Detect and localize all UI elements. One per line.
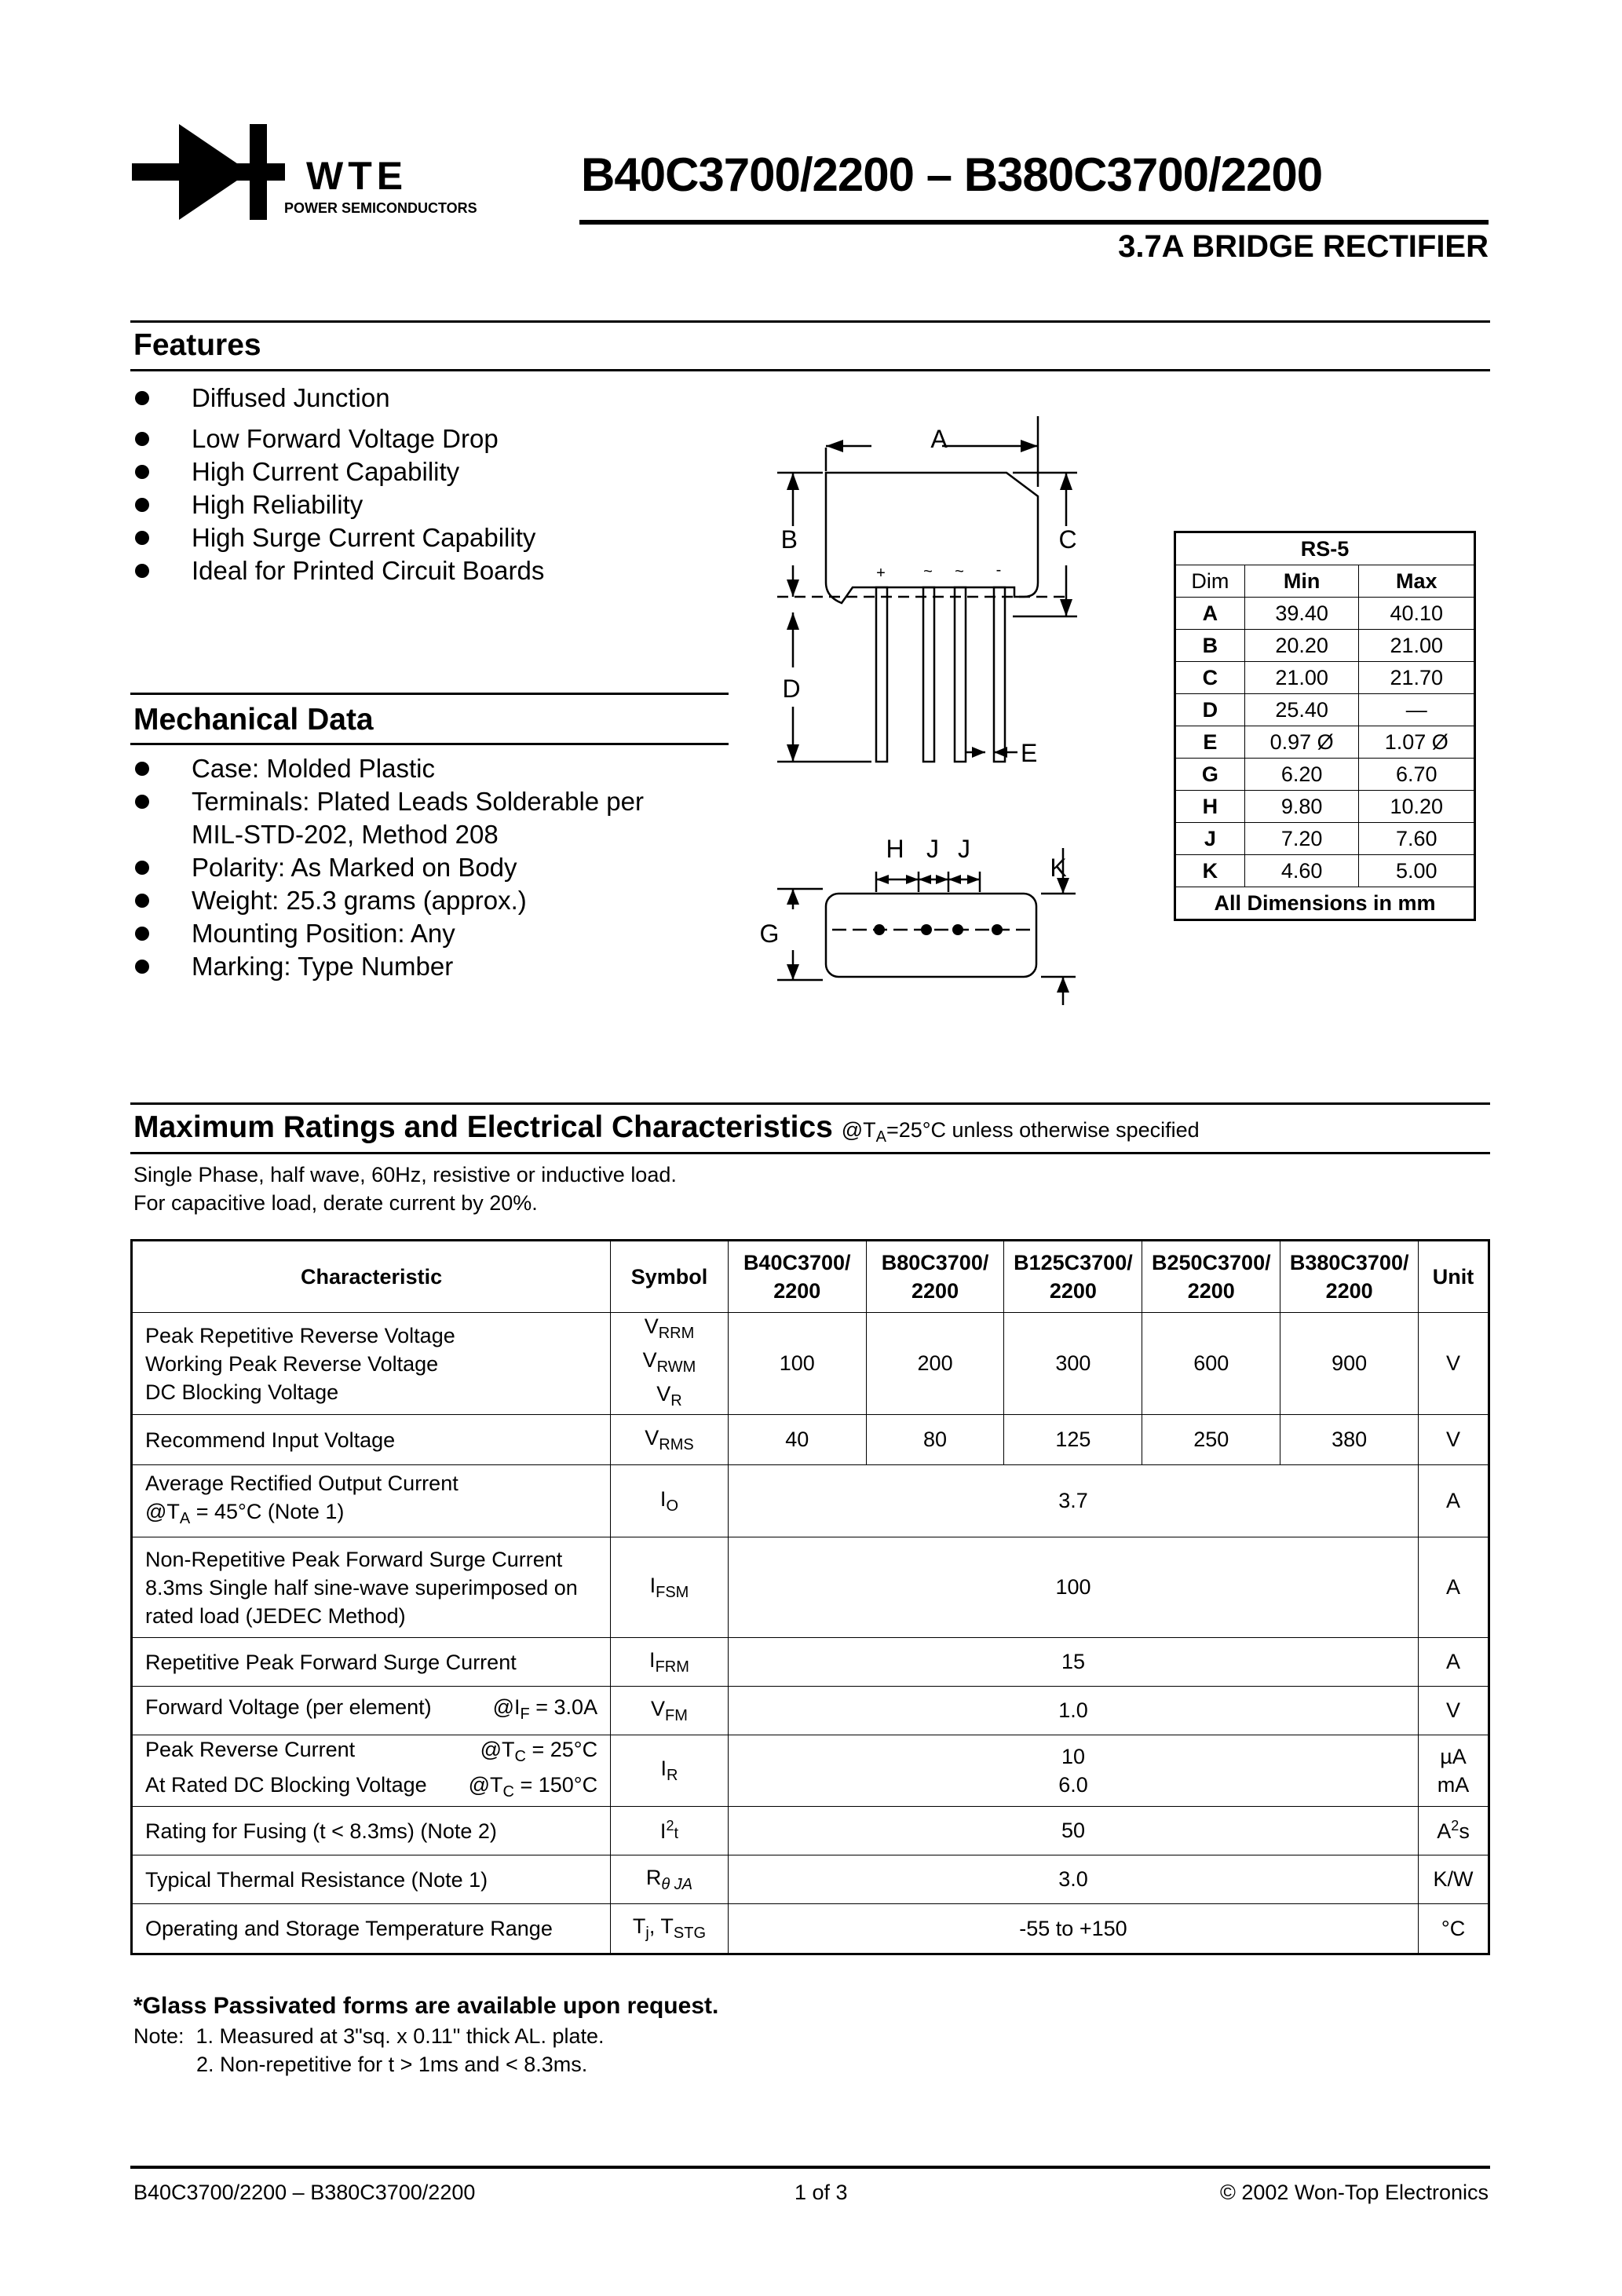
list-item: MIL-STD-202, Method 208 <box>192 820 499 849</box>
table-row: Rating for Fusing (t < 8.3ms) (Note 2) $I^2t$ 50 $A^2s$ <box>132 1807 1489 1855</box>
ratings-heading <box>133 1110 1200 1146</box>
features-list <box>133 382 683 587</box>
pin-label-plus: + <box>876 565 886 582</box>
features-rule-top <box>130 320 1490 323</box>
list-item: High Reliability <box>133 488 683 521</box>
table-header: Dim <box>1175 565 1245 598</box>
ratings-rule-top <box>130 1102 1490 1105</box>
list-item: Diffused Junction <box>133 382 683 415</box>
table-header: Min <box>1244 565 1359 598</box>
list-item: Terminals: Plated Leads Solderable per <box>133 785 730 818</box>
package-name: RS-5 <box>1175 532 1475 565</box>
list-item: Low Forward Voltage Drop <box>133 422 683 455</box>
dim-label-d: D <box>782 675 801 703</box>
dim-label-c: C <box>1058 525 1077 554</box>
dimensions-table <box>1174 531 1476 921</box>
list-item: Case: Molded Plastic <box>133 752 730 785</box>
table-row: D 25.40 — <box>1175 694 1475 726</box>
logo-tagline: POWER SEMICONDUCTORS <box>284 200 477 216</box>
page-title: B40C3700/2200 – B380C3700/2200 <box>581 148 1323 201</box>
pin-label-ac2: ~ <box>955 563 964 580</box>
table-row: Non-Repetitive Peak Forward Surge Current 8.3ms Single half sine-wave superimposed on rated load (JEDEC Method) $I_{FSM}$ 100 A <box>132 1537 1489 1638</box>
table-row: J 7.20 7.60 <box>1175 823 1475 855</box>
header-part: B40C3700/ 2200 <box>728 1241 866 1313</box>
title-rule <box>579 220 1489 225</box>
ratings-notes <box>133 1161 677 1217</box>
note-line: For capacitive load, derate current by 20%. <box>133 1191 538 1215</box>
table-row: B 20.20 21.00 <box>1175 630 1475 662</box>
ratings-rule-bottom <box>130 1152 1490 1154</box>
dimensions-footer: All Dimensions in mm <box>1175 887 1475 920</box>
table-row: G 6.20 6.70 <box>1175 759 1475 791</box>
table-header: Max <box>1359 565 1475 598</box>
dim-label-g: G <box>759 919 780 948</box>
table-row: H 9.80 10.20 <box>1175 791 1475 823</box>
logo-brand: WTE <box>306 154 408 198</box>
table-row: Repetitive Peak Forward Surge Current $I_{FRM}$ 15 A <box>132 1638 1489 1687</box>
table-row: Operating and Storage Temperature Range $T_j$, $T_{STG}$ -55 to +150 °C <box>132 1904 1489 1954</box>
mechanical-list <box>133 752 730 983</box>
dim-label-b: B <box>780 525 798 554</box>
note-line: Single Phase, half wave, 60Hz, resistive or inductive load. <box>133 1163 677 1186</box>
footer-rule <box>130 2166 1490 2169</box>
wte-logo-icon <box>132 124 285 225</box>
mechanical-rule-bottom <box>130 743 729 745</box>
header-part: B380C3700/ 2200 <box>1280 1241 1419 1313</box>
table-row: A 39.40 40.10 <box>1175 598 1475 630</box>
header-part: B80C3700/ 2200 <box>866 1241 1004 1313</box>
glass-passivated-note: *Glass Passivated forms are available upon request. <box>133 1993 719 2019</box>
features-rule-bottom <box>130 369 1490 371</box>
table-row: C 21.00 21.70 <box>1175 662 1475 694</box>
ratings-condition: $@T_A=25^\circ C$ unless otherwise specified <box>841 1118 1200 1146</box>
mechanical-rule-top <box>130 693 729 695</box>
table-row: K 4.60 5.00 <box>1175 855 1475 887</box>
dim-label-h: H <box>886 835 904 863</box>
header-part: B125C3700/ 2200 <box>1004 1241 1142 1313</box>
header-symbol: Symbol <box>611 1241 729 1313</box>
footer-page-number: 1 of 3 <box>795 2181 848 2204</box>
ratings-table <box>130 1239 1490 1955</box>
footer-copyright: © 2002 Won-Top Electronics <box>1219 2181 1489 2204</box>
dim-label-j1: J <box>926 835 939 863</box>
pin-label-minus: - <box>995 561 1002 579</box>
table-row: Forward Voltage (per element) $@I_F = 3.0A$ $V_{FM}$ 1.0 V <box>132 1687 1489 1735</box>
list-item: High Surge Current Capability <box>133 521 683 554</box>
list-item: Mounting Position: Any <box>133 917 730 950</box>
header-characteristic: Characteristic <box>132 1241 611 1313</box>
header-part: B250C3700/ 2200 <box>1142 1241 1280 1313</box>
table-row: Peak Repetitive Reverse Voltage Working Peak Reverse Voltage DC Blocking Voltage $V_{RRM}$ $V_{RWM}$ $V_R$ 100 200 300 600 900 V <box>132 1313 1489 1415</box>
table-row: E 0.97 Ø 1.07 Ø <box>1175 726 1475 759</box>
table-row: Peak Reverse Current $@T_C = 25^\circ C$ At Rated DC Blocking Voltage $@T_C = 150^\circ C$ $I_R$ 10 6.0 µA mA <box>132 1735 1489 1807</box>
dim-label-e: E <box>1021 739 1038 767</box>
table-row: Recommend Input Voltage $V_{RMS}$ 40 80 125 250 380 V <box>132 1415 1489 1465</box>
list-item: Marking: Type Number <box>133 950 730 983</box>
list-item: Ideal for Printed Circuit Boards <box>133 554 683 587</box>
mechanical-heading: Mechanical Data <box>133 703 374 737</box>
list-item: Polarity: As Marked on Body <box>133 851 730 884</box>
bottom-notes <box>133 1991 718 2078</box>
package-diagram <box>754 408 1131 1005</box>
pin-label-ac1: ~ <box>923 563 933 580</box>
table-row: Typical Thermal Resistance (Note 1) $R_{\theta JA}$ 3.0 K/W <box>132 1855 1489 1904</box>
header-unit: Unit <box>1419 1241 1489 1313</box>
list-item: Weight: 25.3 grams (approx.) <box>133 884 730 917</box>
ratings-title: Maximum Ratings and Electrical Characteristics <box>133 1110 833 1144</box>
footer-part-range: B40C3700/2200 – B380C3700/2200 <box>133 2181 476 2204</box>
page-subtitle: 3.7A BRIDGE RECTIFIER <box>1118 229 1489 264</box>
features-heading: Features <box>133 328 261 362</box>
dim-label-j2: J <box>958 835 970 863</box>
list-item: High Current Capability <box>133 455 683 488</box>
note-1: Note: 1. Measured at 3"sq. x 0.11" thick AL. plate. <box>133 2024 605 2048</box>
note-2: 2. Non-repetitive for t > 1ms and < 8.3ms. <box>196 2053 588 2076</box>
dim-label-a: A <box>930 425 948 453</box>
table-row: Average Rectified Output Current $@T_A = 45^\circ C$ (Note 1) $I_O$ 3.7 A <box>132 1465 1489 1537</box>
dim-label-k: K <box>1050 854 1067 882</box>
